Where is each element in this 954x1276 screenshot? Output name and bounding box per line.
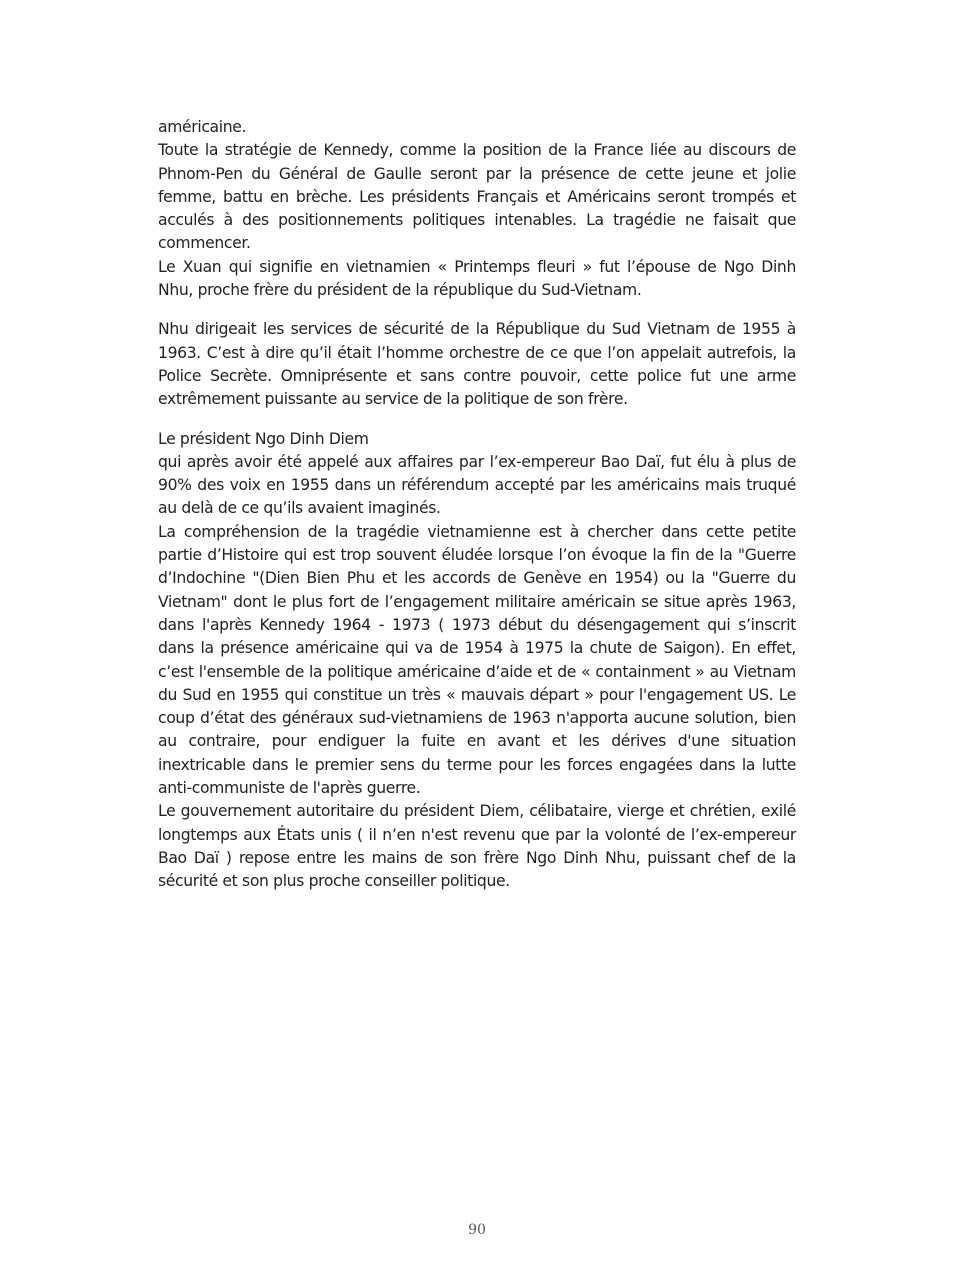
- paragraph-tragedy: La compréhension de la tragédie vietnamienne est à chercher dans cette petite partie d’Histoire qui est trop souvent éludée lorsque l’on évoque la fin de la "Guerre d’Indochine "(Dien Bien Phu et les accords de Genève en 1954) ou la "Guerre du Vietnam" dont le plus fort de l’engagement militaire américain se situe après 1963, dans l'après Kennedy 1964 - 1973 ( 1973 début du désengagement qui s’inscrit dans la présence américaine qui va de 1954 à 1975 la chute de Saigon). En effet, c’est l'ensemble de la politique américaine d’aide et de « containment » au Vietnam du Sud en 1955 qui constitue un très « mauvais départ » pour l'engagement US. Le coup d’état des généraux sud-vietnamiens de 1963 n'apporta aucune solution, bien au contraire, pour endiguer la fuite en avant et les dérives d'une situation inextricable dans le premier sens du terme pour les forces engagées dans la lutte anti-communiste de l'après guerre.: [158, 522, 796, 798]
- body-text: [158, 116, 796, 894]
- paragraph-kennedy-strategy: Toute la stratégie de Kennedy, comme la position de la France liée au discours de Phnom-Pen du Général de Gaulle seront par la présence de cette jeune et jolie femme, battu en brèche. Les présidents Français et Américains seront trompés et acculés à des positionnements politiques intenables. La tragédie ne faisait que commencer.: [158, 141, 796, 253]
- paragraph-continuation: américaine.: [158, 118, 247, 136]
- paragraph-diem-heading: Le président Ngo Dinh Diem: [158, 429, 369, 448]
- paragraph-diem-government: Le gouvernement autoritaire du président Diem, célibataire, vierge et chrétien, exilé longtemps aux États unis ( il n’en n'est revenu que par la volonté de l’ex-empereur Bao Daï ) repose entre les mains de son frère Ngo Dinh Nhu, puissant chef de la sécurité et son plus proche conseiller politique.: [158, 802, 796, 891]
- page-number: 90: [468, 1222, 486, 1238]
- paragraph-diem-election: qui après avoir été appelé aux affaires par l’ex-empereur Bao Daï, fut élu à plus de 90% des voix en 1955 dans un référendum accepté par les américains mais truqué au delà de ce qu’ils avaient imaginés.: [158, 452, 796, 518]
- paragraph-nhu-security: Nhu dirigeait les services de sécurité de la République du Sud Vietnam de 1955 à 1963. C’est à dire qu’il était l’homme orchestre de ce que l’on appelait autrefois, la Police Secrète. Omniprésente et sans contre pouvoir, cette police fut une arme extrêmement puissante au service de la politique de son frère.: [158, 320, 796, 409]
- paragraph-le-xuan: Le Xuan qui signifie en vietnamien « Printemps fleuri » fut l’épouse de Ngo Dinh Nhu, proche frère du président de la république du Sud-Vietnam.: [158, 257, 796, 300]
